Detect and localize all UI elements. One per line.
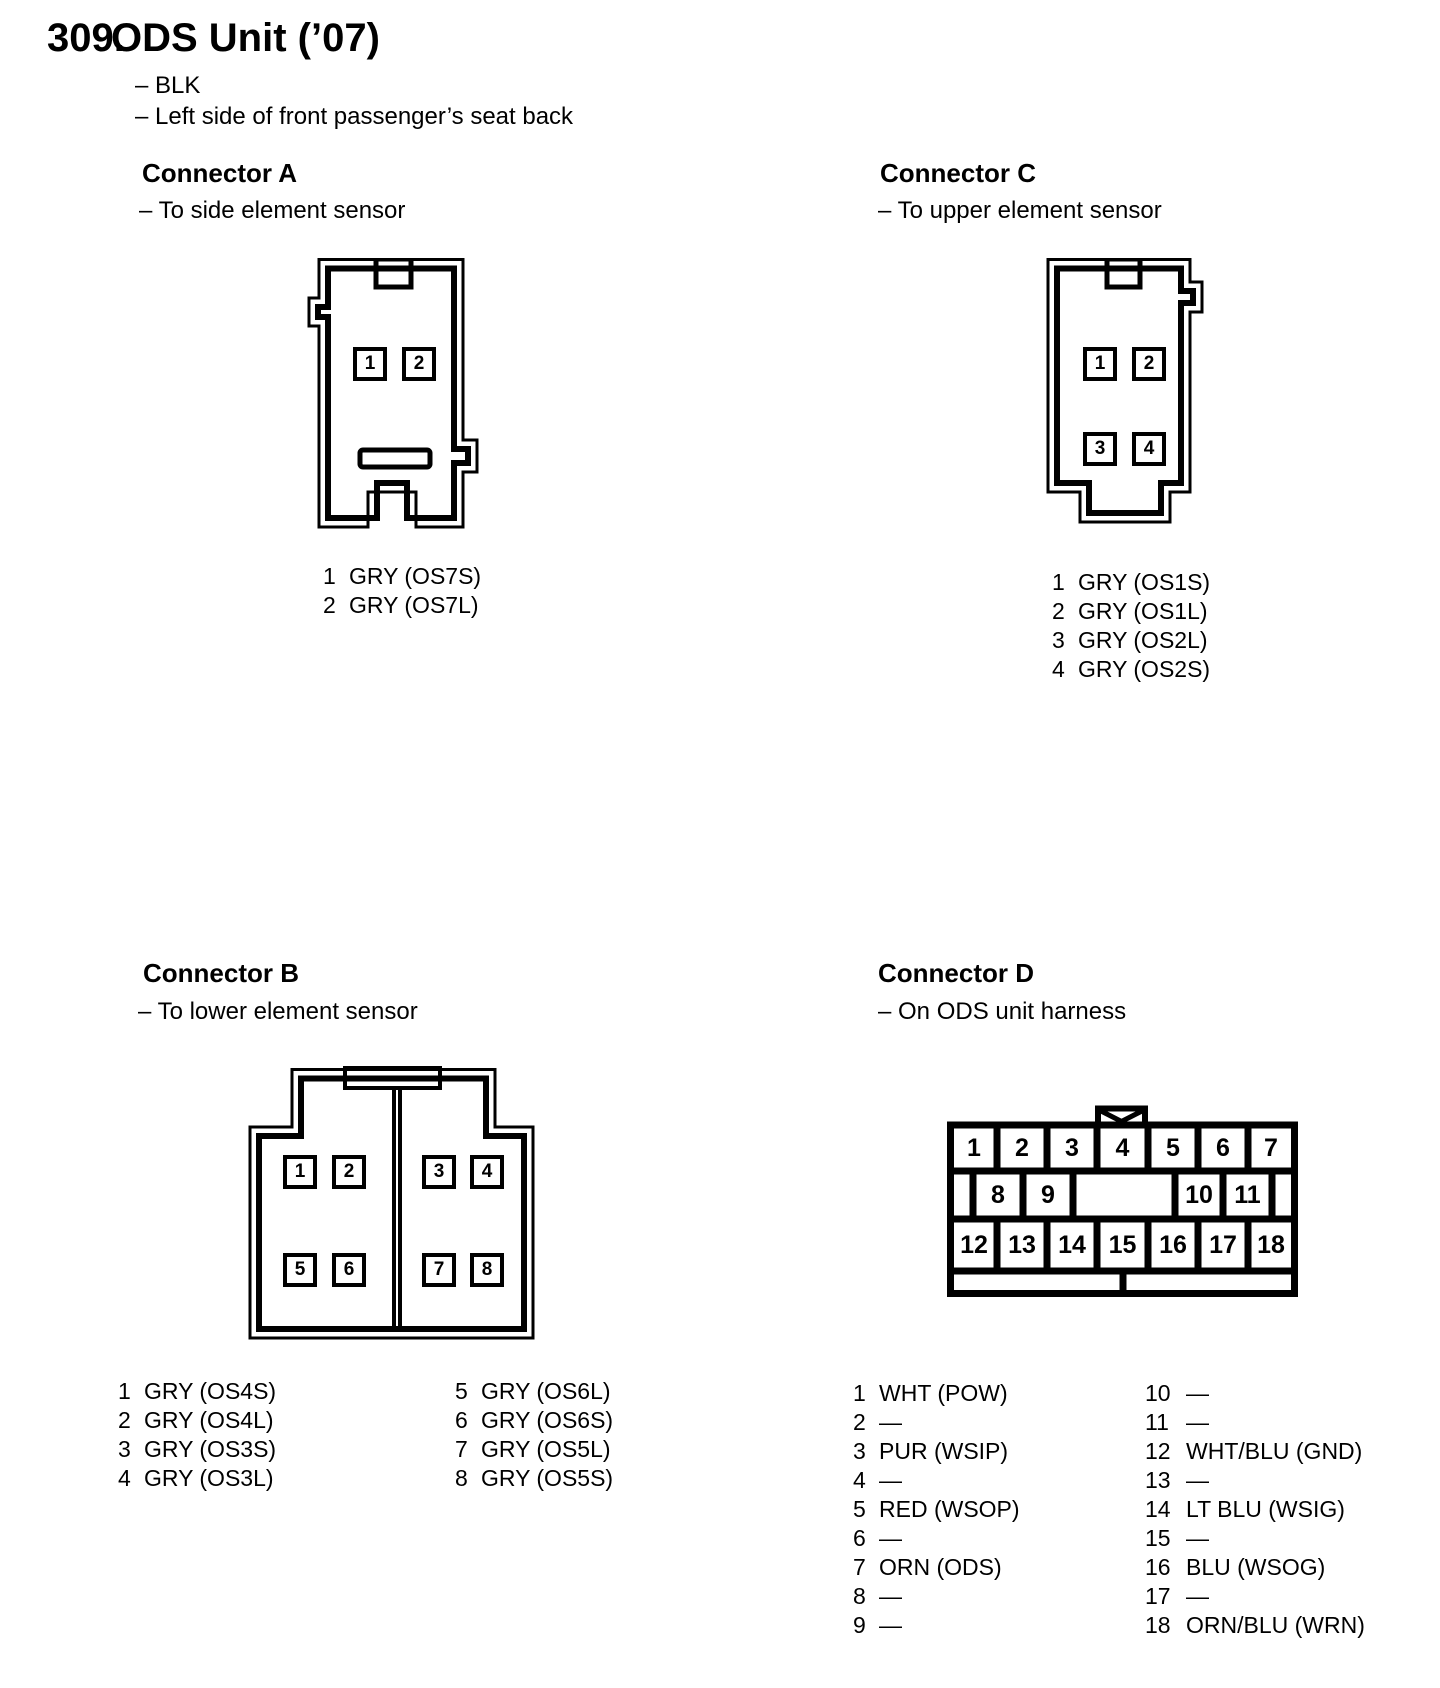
pin-label-row [853,1408,1020,1437]
pin-label-row [323,591,481,620]
pin-number: 2 [323,592,336,618]
pin-number: 2 [1052,598,1065,624]
wire-label: — [1186,1467,1209,1493]
connector-a-pin-2: 2 [402,347,436,381]
pin-label-row [455,1435,613,1464]
pin-label-row [1145,1524,1365,1553]
pin-label-row [853,1466,1020,1495]
connector-d-latch-chevron [1101,1111,1142,1122]
pin-label-row [853,1495,1020,1524]
connector-b-pin-2: 2 [332,1155,366,1189]
pin-number: 13 [1145,1467,1171,1493]
connector-b-pin-list-col2 [455,1377,613,1493]
connector-d-subheading: – On ODS unit harness [878,998,1127,1025]
connector-b-pin-7: 7 [422,1253,456,1287]
wire-label: LT BLU (WSIG) [1186,1496,1345,1522]
pin-label-row [118,1377,276,1406]
wire-label: — [1186,1409,1209,1435]
connector-d-pin-5: 5 [1166,1134,1180,1162]
connector-a-slot [360,450,430,467]
connector-c-inner-border [1057,269,1193,514]
pin-number: 18 [1145,1612,1171,1638]
pin-number: 12 [1145,1438,1171,1464]
connector-c-key-tab [1107,258,1140,287]
pin-label-row [118,1435,276,1464]
pin-number: 9 [853,1612,866,1638]
connector-d-pin-4: 4 [1115,1134,1130,1162]
pin-number: 3 [118,1436,131,1462]
connector-c-pin-1: 1 [1083,347,1117,381]
wire-label: GRY (OS4L) [144,1407,274,1433]
pin-number: 16 [1145,1554,1171,1580]
connector-c-heading: Connector C [880,158,1036,188]
pin-label-row [853,1611,1020,1640]
pin-number: 7 [853,1554,866,1580]
wire-label: — [1186,1583,1209,1609]
pin-label-row [853,1553,1020,1582]
pin-number: 7 [455,1436,468,1462]
connector-b-subheading: – To lower element sensor [138,998,418,1025]
connector-d-pin-2: 2 [1015,1134,1029,1162]
pin-label-row [853,1437,1020,1466]
wire-label: GRY (OS4S) [144,1378,277,1404]
wire-label: GRY (OS3L) [144,1465,274,1491]
connector-c-subheading: – To upper element sensor [878,197,1162,224]
section-number: 309. [47,16,125,60]
wire-label: RED (WSOP) [879,1496,1020,1522]
connector-c-pin-4: 4 [1132,432,1166,466]
connector-a-key-tab [376,258,411,287]
pin-label-row [1145,1379,1365,1408]
pin-number: 14 [1145,1496,1171,1522]
connector-d-pin-7: 7 [1264,1134,1278,1162]
pin-label-row [455,1464,613,1493]
wire-label: — [879,1467,902,1493]
connector-d-pin-17: 17 [1209,1231,1237,1259]
pin-label-row [455,1406,613,1435]
pin-number: 15 [1145,1525,1171,1551]
connector-d-pin-1: 1 [967,1134,981,1162]
note-color: – BLK [135,72,201,99]
wire-label: GRY (OS2S) [1078,656,1211,682]
connector-d-pin-12: 12 [960,1231,988,1259]
pin-number: 5 [455,1378,468,1404]
pin-label-row [1052,655,1210,684]
pin-number: 8 [853,1583,866,1609]
pin-number: 3 [853,1438,866,1464]
wire-label: PUR (WSIP) [879,1438,1009,1464]
note-location: – Left side of front passenger’s seat back [135,103,574,130]
connector-b-pin-4: 4 [470,1155,504,1189]
connector-d-bottom-rail-right [1123,1271,1295,1294]
wire-label: GRY (OS3S) [144,1436,277,1462]
connector-b-pin-5: 5 [283,1253,317,1287]
connector-d-pin-9: 9 [1041,1181,1055,1209]
pin-number: 6 [455,1407,468,1433]
pin-number: 1 [853,1380,866,1406]
connector-b-drawing [248,1066,538,1344]
pin-number: 10 [1145,1380,1171,1406]
wire-label: — [879,1409,902,1435]
pin-number: 2 [853,1409,866,1435]
pin-label-row [1145,1495,1365,1524]
connector-c-drawing [1040,256,1210,528]
pin-number: 2 [118,1407,131,1433]
wire-label: — [879,1612,902,1638]
pin-number: 8 [455,1465,468,1491]
connector-b-pin-8: 8 [470,1253,504,1287]
wire-label: GRY (OS6S) [481,1407,614,1433]
wire-label: GRY (OS5L) [481,1436,611,1462]
connector-a-inner-border [318,269,468,519]
wire-label: — [1186,1525,1209,1551]
connector-b-outer-border [250,1070,533,1339]
connector-a-heading: Connector A [142,158,298,188]
pin-number: 6 [853,1525,866,1551]
connector-c-pin-list [1052,568,1210,684]
connector-a-drawing [305,256,480,531]
connector-d-pin-list-col1 [853,1379,1020,1640]
pin-label-row [853,1582,1020,1611]
pin-label-row [1145,1553,1365,1582]
connector-b-inner-border [259,1079,524,1330]
wire-label: ORN/BLU (WRN) [1186,1612,1365,1638]
connector-d-pin-3: 3 [1065,1134,1079,1162]
pin-label-row [853,1524,1020,1553]
connector-d-pin-18: 18 [1257,1231,1285,1259]
connector-d-bottom-rail-left [951,1271,1124,1294]
connector-d-pin-13: 13 [1008,1231,1036,1259]
connector-a-pin-list [323,562,481,620]
wire-label: GRY (OS6L) [481,1378,611,1404]
pin-label-row [118,1406,276,1435]
connector-b-heading: Connector B [143,958,299,988]
pin-number: 4 [853,1467,866,1493]
wire-label: GRY (OS5S) [481,1465,614,1491]
connector-c-outline [1040,256,1210,528]
connector-d-pin-15: 15 [1108,1231,1137,1259]
connector-b-pin-1: 1 [283,1155,317,1189]
pin-label-row [1052,568,1210,597]
wire-label: — [1186,1380,1209,1406]
connector-d-pin-list-col2 [1145,1379,1365,1640]
pin-label-row [1052,626,1210,655]
pin-number: 17 [1145,1583,1171,1609]
connector-b-outline [248,1066,538,1344]
wire-label: GRY (OS7L) [349,592,479,618]
pin-label-row [118,1464,276,1493]
connector-b-pin-6: 6 [332,1253,366,1287]
wire-label: BLU (WSOG) [1186,1554,1326,1580]
pin-label-row [1145,1611,1365,1640]
connector-d-pin-6: 6 [1216,1134,1230,1162]
connector-a-subheading: – To side element sensor [139,197,406,224]
pin-number: 1 [323,563,336,589]
connector-b-pin-3: 3 [422,1155,456,1189]
pin-label-row [1145,1437,1365,1466]
pin-label-row [1052,597,1210,626]
pin-label-row [1145,1582,1365,1611]
connector-a-outline [305,256,480,531]
wire-label: GRY (OS7S) [349,563,482,589]
wire-label: GRY (OS1L) [1078,598,1208,624]
wire-label: WHT/BLU (GND) [1186,1438,1363,1464]
wire-label: — [879,1525,902,1551]
pin-label-row [455,1377,613,1406]
connector-b-pin-list-col1 [118,1377,276,1493]
pin-number: 1 [118,1378,131,1404]
wire-label: ORN (ODS) [879,1554,1002,1580]
connector-d-pin-10: 10 [1185,1181,1213,1209]
connector-d-heading: Connector D [878,958,1034,988]
page-title: ODS Unit (’07) [111,16,380,60]
connector-d-pin-8: 8 [991,1181,1005,1209]
connector-a-pin-1: 1 [353,347,387,381]
connector-c-pin-2: 2 [1132,347,1166,381]
pin-number: 4 [1052,656,1065,682]
connector-d-pin-11: 11 [1234,1181,1261,1209]
pin-label-row [853,1379,1020,1408]
connector-c-pin-3: 3 [1083,432,1117,466]
connector-d-pin-14: 14 [1058,1231,1086,1259]
pin-label-row [323,562,481,591]
pin-label-row [1145,1466,1365,1495]
pin-number: 1 [1052,569,1065,595]
wire-label: GRY (OS1S) [1078,569,1211,595]
pin-number: 4 [118,1465,131,1491]
wire-label: WHT (POW) [879,1380,1008,1406]
pin-number: 5 [853,1496,866,1522]
pin-number: 11 [1145,1409,1169,1435]
wire-label: — [879,1583,902,1609]
pin-label-row [1145,1408,1365,1437]
connector-d-drawing [947,1105,1298,1297]
pin-number: 3 [1052,627,1065,653]
connector-d-pin-16: 16 [1159,1231,1187,1259]
wire-label: GRY (OS2L) [1078,627,1208,653]
